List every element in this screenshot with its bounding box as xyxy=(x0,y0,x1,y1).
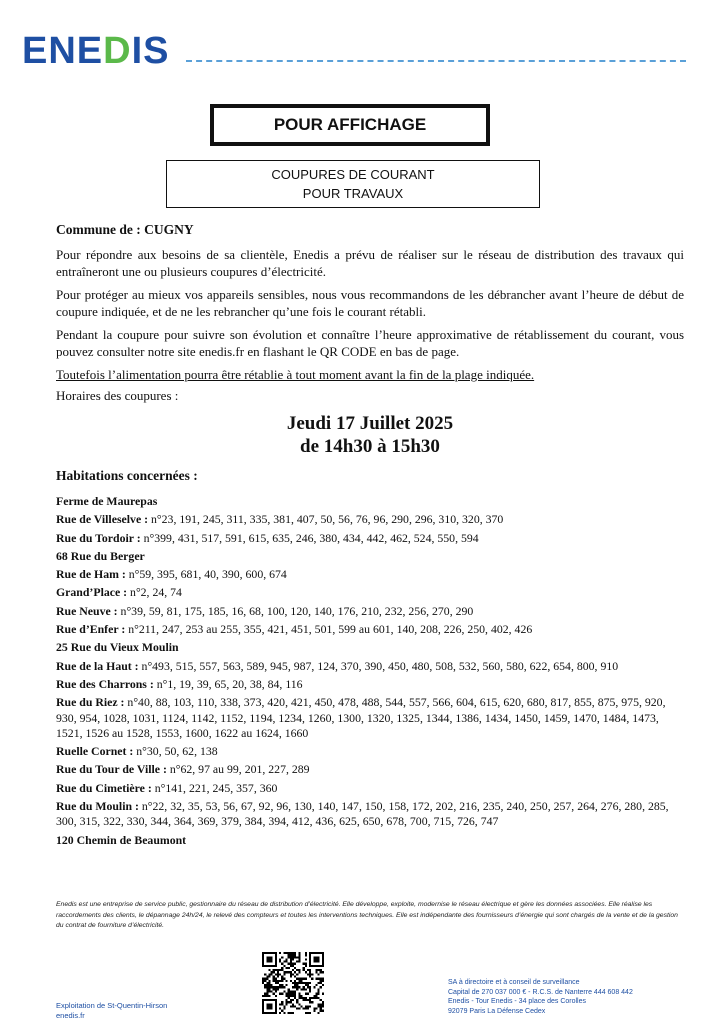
company-line1: SA à directoire et à conseil de surveillance xyxy=(448,979,580,986)
street-name: Rue d’Enfer : xyxy=(56,622,126,637)
street-item xyxy=(56,695,684,741)
exploitation-label: Exploitation de St-Quentin-Hirson xyxy=(56,1001,168,1010)
company-line4: 92079 Paris La Défense Cedex xyxy=(448,1007,546,1015)
street-numbers: n°40, 88, 103, 110, 338, 373, 420, 421, 450, 478, 488, 544, 557, 566, 604, 615, 620, 680, 817, 855, 875, 975, 920, 930, 954, 1028, 1031, 1124, 1142, 1152, 1194, 1234, 1260, 1300, 1320, 1325, 1344, 1386, 1434, 1450, 1459, 1470, 1484, 1473, 1521, 1526 au 1528, 1553, 1600, 1622 au 1624, 1660 xyxy=(56,695,666,740)
street-item xyxy=(56,585,684,600)
street-numbers: n°59, 395, 681, 40, 390, 600, 674 xyxy=(125,567,287,582)
warning-paragraph: Toutefois l’alimentation pourra être rétablie à tout moment avant la fin de la plage indiquée. xyxy=(56,367,535,382)
qr-code-icon xyxy=(262,952,324,1014)
street-name: Rue Neuve : xyxy=(56,603,118,618)
street-item xyxy=(56,494,684,509)
street-name: Rue du Tordoir : xyxy=(56,530,141,545)
street-name: Rue de Ham : xyxy=(56,567,126,582)
street-item xyxy=(56,622,684,637)
footer-left xyxy=(56,1001,167,1021)
habitations-title: Habitations concernées : xyxy=(56,468,198,483)
street-item xyxy=(56,677,684,692)
street-numbers: n°39, 59, 81, 175, 185, 16, 68, 100, 120, 140, 176, 210, 232, 256, 270, 290 xyxy=(117,603,474,618)
street-name: Rue de la Haut : xyxy=(56,658,139,673)
affichage-title: POUR AFFICHAGE xyxy=(273,115,427,134)
street-numbers: n°141, 221, 245, 357, 360 xyxy=(151,780,278,795)
street-numbers: n°493, 515, 557, 563, 589, 945, 987, 124, 370, 390, 450, 480, 508, 532, 560, 580, 622, 654, 800, 910 xyxy=(138,658,619,673)
company-line3: Enedis - Tour Enedis - 34 place des Corolles xyxy=(448,998,587,1006)
street-numbers: n°30, 50, 62, 138 xyxy=(133,744,218,759)
coupures-title-line1: COUPURES DE COURANT xyxy=(271,167,435,182)
protection-paragraph: Pour protéger au mieux vos appareils sensibles, nous vous recommandons de les débrancher avant l’heure de début de coupure indiquée, et de ne les rebrancher qu’une fois le courant rétabli. xyxy=(56,287,684,319)
enedis-legal-note: Enedis est une entreprise de service public, gestionnaire du réseau de distribution d’électricité. Elle développe, exploite, modernise le réseau électrique et gère les données associées. Elle réalise les raccordements des clients, le dépannage 24h/24, le relevé des compteurs et toutes les interventions techniques. Elle est indépendante des fournisseurs d’énergie qui sont chargés de la vente et de la gestion du contrat de fourniture d’électricité. xyxy=(56,901,678,929)
notice-content xyxy=(56,222,684,851)
qr-code[interactable] xyxy=(262,952,324,1014)
outage-time: de 14h30 à 15h30 xyxy=(300,436,440,457)
street-item xyxy=(56,549,684,564)
street-name: Rue du Tour de Ville : xyxy=(56,762,167,777)
footer-right xyxy=(448,978,633,1016)
street-name: 120 Chemin de Beaumont xyxy=(56,832,187,847)
coupures-box xyxy=(166,160,540,208)
street-name: Grand’Place : xyxy=(56,585,128,600)
street-item xyxy=(56,512,684,527)
street-name: Rue du Cimetière : xyxy=(56,780,152,795)
header-divider xyxy=(186,60,686,62)
website-link[interactable]: enedis.fr xyxy=(56,1011,85,1020)
street-item xyxy=(56,640,684,655)
enedis-logo: ENEDIS xyxy=(22,30,170,72)
coupures-title-line2: POUR TRAVAUX xyxy=(302,186,404,201)
street-numbers: n°62, 97 au 99, 201, 227, 289 xyxy=(166,762,310,777)
horaires-label: Horaires des coupures : xyxy=(56,388,179,403)
street-numbers: n°2, 24, 74 xyxy=(127,585,182,600)
intro-paragraph: Pour répondre aux besoins de sa clientèle, Enedis a prévu de réaliser sur le réseau de distribution des travaux qui entraîneront une ou plusieurs coupures d’électricité. xyxy=(56,247,684,279)
company-line2: Capital de 270 037 000 € - R.C.S. de Nanterre 444 608 442 xyxy=(448,988,633,996)
street-name: Ruelle Cornet : xyxy=(56,744,134,759)
street-item xyxy=(56,744,684,759)
street-name: Rue des Charrons : xyxy=(56,676,154,691)
street-list xyxy=(56,494,684,848)
commune-label: Commune de : CUGNY xyxy=(56,222,194,237)
street-item xyxy=(56,659,684,674)
street-item xyxy=(56,762,684,777)
street-name: 68 Rue du Berger xyxy=(56,548,145,563)
street-numbers: n°1, 19, 39, 65, 20, 38, 84, 116 xyxy=(153,676,303,691)
outage-date: Jeudi 17 Juillet 2025 xyxy=(286,413,454,434)
street-item xyxy=(56,531,684,546)
street-name: Ferme de Maurepas xyxy=(56,494,158,508)
street-name: 25 Rue du Vieux Moulin xyxy=(56,640,179,655)
street-numbers: n°399, 431, 517, 591, 615, 635, 246, 380, 434, 442, 462, 524, 550, 594 xyxy=(140,530,479,545)
street-numbers: n°211, 247, 253 au 255, 355, 421, 451, 501, 599 au 601, 140, 208, 226, 250, 402, 426 xyxy=(125,622,533,637)
street-numbers: n°22, 32, 35, 53, 56, 67, 92, 96, 130, 140, 147, 150, 158, 172, 202, 216, 235, 240, 250, 257, 264, 276, 280, 285, 300, 315, 322, 330, 344, 364, 369, 379, 384, 394, 412, 436, 625, 650, 678, 700, 715, 726, 747 xyxy=(56,799,669,829)
street-name: Rue du Riez : xyxy=(56,695,125,710)
street-numbers: n°23, 191, 245, 311, 335, 381, 407, 50, 56, 76, 96, 290, 296, 310, 320, 370 xyxy=(148,512,504,527)
street-item xyxy=(56,567,684,582)
outage-schedule xyxy=(56,412,684,458)
street-name: Rue de Villeselve : xyxy=(56,512,149,527)
street-item xyxy=(56,781,684,796)
affichage-box xyxy=(210,104,490,146)
street-item xyxy=(56,604,684,619)
qr-paragraph: Pendant la coupure pour suivre son évolution et connaître l’heure approximative de rétablissement du courant, vous pouvez consulter notre site enedis.fr en flashant le QR CODE en bas de page. xyxy=(56,327,684,359)
street-item xyxy=(56,799,684,830)
street-name: Rue du Moulin : xyxy=(56,799,139,814)
street-item xyxy=(56,833,684,848)
